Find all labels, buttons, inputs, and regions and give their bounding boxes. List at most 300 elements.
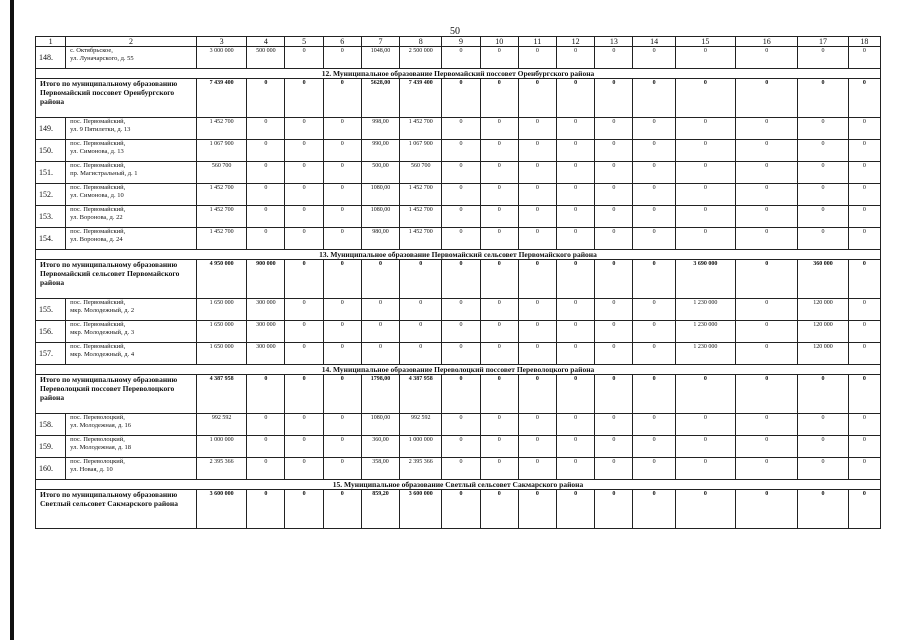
value-cell: 0 [798, 206, 848, 228]
subtotal-row [36, 375, 881, 414]
value-cell: 992 592 [400, 414, 442, 436]
table-row [36, 458, 881, 480]
value-cell: 1 452 700 [196, 118, 246, 140]
value-cell: 0 [400, 343, 442, 365]
subtotal-value-cell: 0 [285, 375, 323, 414]
table-row [36, 47, 881, 69]
header-cell: 4 [247, 37, 285, 47]
value-cell: 0 [285, 206, 323, 228]
value-cell: 1 452 700 [400, 228, 442, 250]
value-cell: 1 000 000 [400, 436, 442, 458]
subtotal-value-cell: 0 [798, 490, 848, 529]
value-cell: 0 [442, 299, 480, 321]
value-cell: 0 [323, 118, 361, 140]
value-cell: 0 [285, 343, 323, 365]
value-cell: 3 000 000 [196, 47, 246, 69]
value-cell: 0 [595, 458, 633, 480]
row-number: 148. [36, 47, 66, 69]
value-cell: 0 [323, 299, 361, 321]
subtotal-value-cell: 0 [557, 79, 595, 118]
value-cell: 1080,00 [361, 184, 399, 206]
subtotal-value-cell: 0 [848, 375, 880, 414]
value-cell: 500,00 [361, 162, 399, 184]
subtotal-value-cell: 0 [480, 79, 518, 118]
value-cell: 0 [595, 436, 633, 458]
header-cell: 10 [480, 37, 518, 47]
value-cell: 0 [595, 140, 633, 162]
value-cell: 1 067 900 [196, 140, 246, 162]
row-number: 157. [36, 343, 66, 365]
subtotal-value-cell: 0 [361, 260, 399, 299]
value-cell: 0 [633, 436, 675, 458]
subtotal-value-cell: 0 [400, 260, 442, 299]
value-cell: 0 [323, 228, 361, 250]
address-line: пос. Первомайский, [70, 206, 126, 213]
row-number: 151. [36, 162, 66, 184]
value-cell: 0 [798, 228, 848, 250]
value-cell: 0 [633, 47, 675, 69]
subtotal-value-cell: 0 [736, 375, 798, 414]
section-heading-row [36, 69, 881, 79]
value-cell: 0 [518, 206, 556, 228]
value-cell: 0 [595, 299, 633, 321]
value-cell: 1 000 000 [196, 436, 246, 458]
value-cell: 0 [736, 206, 798, 228]
subtotal-value-cell: 0 [285, 260, 323, 299]
value-cell: 0 [285, 228, 323, 250]
address-line: ул. Симонова, д. 10 [70, 192, 124, 199]
value-cell: 0 [518, 118, 556, 140]
value-cell: 0 [736, 299, 798, 321]
address-cell [66, 321, 197, 343]
row-number: 154. [36, 228, 66, 250]
subtotal-value-cell: 0 [442, 260, 480, 299]
subtotal-value-cell: 0 [736, 79, 798, 118]
value-cell: 1 452 700 [400, 184, 442, 206]
value-cell: 0 [247, 458, 285, 480]
table-row [36, 140, 881, 162]
address-cell [66, 228, 197, 250]
subtotal-value-cell: 3 600 000 [196, 490, 246, 529]
value-cell: 0 [848, 436, 880, 458]
subtotal-label: Итого по муниципальному образованию Светлый сельсовет Сакмарского района [36, 490, 197, 529]
value-cell: 0 [285, 321, 323, 343]
value-cell: 998,00 [361, 118, 399, 140]
value-cell: 0 [323, 162, 361, 184]
value-cell: 0 [736, 228, 798, 250]
subtotal-value-cell: 5628,00 [361, 79, 399, 118]
value-cell: 0 [323, 47, 361, 69]
value-cell: 1 452 700 [400, 206, 442, 228]
value-cell: 1 067 900 [400, 140, 442, 162]
row-number: 152. [36, 184, 66, 206]
subtotal-label: Итого по муниципальному образованию Первомайский сельсовет Первомайского района [36, 260, 197, 299]
subtotal-row [36, 490, 881, 529]
address-line: ул. Луначарского, д. 55 [70, 55, 134, 62]
value-cell: 0 [285, 299, 323, 321]
row-number: 159. [36, 436, 66, 458]
value-cell: 0 [736, 162, 798, 184]
subtotal-value-cell: 0 [633, 490, 675, 529]
value-cell: 0 [442, 162, 480, 184]
header-cell: 13 [595, 37, 633, 47]
address-line: пос. Первомайский, [70, 228, 126, 235]
value-cell: 0 [247, 436, 285, 458]
address-cell [66, 162, 197, 184]
row-number: 155. [36, 299, 66, 321]
value-cell: 0 [442, 206, 480, 228]
value-cell: 0 [675, 140, 735, 162]
value-cell: 120 000 [798, 321, 848, 343]
subtotal-value-cell: 3 690 000 [675, 260, 735, 299]
value-cell: 0 [633, 118, 675, 140]
value-cell: 0 [633, 458, 675, 480]
address-line: ул. Симонова, д. 13 [70, 148, 124, 155]
address-line: пос. Переволоцкий, [70, 436, 125, 443]
subtotal-value-cell: 0 [247, 375, 285, 414]
value-cell: 0 [285, 162, 323, 184]
subtotal-value-cell: 0 [848, 490, 880, 529]
value-cell: 0 [285, 47, 323, 69]
value-cell: 1 452 700 [196, 206, 246, 228]
value-cell: 0 [247, 162, 285, 184]
value-cell: 560 700 [400, 162, 442, 184]
subtotal-label: Итого по муниципальному образованию Первомайский поссовет Оренбургского района [36, 79, 197, 118]
value-cell: 0 [480, 299, 518, 321]
header-cell: 9 [442, 37, 480, 47]
row-number: 160. [36, 458, 66, 480]
subtotal-value-cell: 0 [480, 490, 518, 529]
table-row [36, 206, 881, 228]
value-cell: 360,00 [361, 436, 399, 458]
value-cell: 0 [442, 458, 480, 480]
value-cell: 120 000 [798, 299, 848, 321]
value-cell: 0 [848, 414, 880, 436]
value-cell: 0 [848, 321, 880, 343]
subtotal-value-cell: 0 [323, 79, 361, 118]
left-margin-bar [10, 0, 14, 640]
subtotal-value-cell: 0 [557, 260, 595, 299]
subtotal-value-cell: 1798,00 [361, 375, 399, 414]
value-cell: 0 [848, 140, 880, 162]
value-cell: 0 [633, 228, 675, 250]
value-cell: 0 [798, 140, 848, 162]
table-row [36, 299, 881, 321]
header-cell: 14 [633, 37, 675, 47]
value-cell: 0 [247, 184, 285, 206]
subtotal-value-cell: 0 [518, 260, 556, 299]
value-cell: 0 [595, 321, 633, 343]
subtotal-value-cell: 0 [323, 490, 361, 529]
value-cell: 0 [736, 140, 798, 162]
subtotal-value-cell: 0 [633, 260, 675, 299]
value-cell: 0 [633, 140, 675, 162]
value-cell: 0 [675, 458, 735, 480]
column-number-header [36, 37, 881, 47]
address-line: мкр. Молодежный, д. 2 [70, 307, 135, 314]
value-cell: 0 [442, 321, 480, 343]
value-cell: 0 [518, 414, 556, 436]
value-cell: 0 [633, 414, 675, 436]
address-line: ул. Молодежная, д. 18 [70, 444, 132, 451]
value-cell: 0 [247, 118, 285, 140]
address-line: ул. Воронова, д. 24 [70, 236, 123, 243]
subtotal-value-cell: 0 [736, 260, 798, 299]
value-cell: 0 [323, 436, 361, 458]
address-cell [66, 47, 197, 69]
budget-table [35, 36, 881, 529]
value-cell: 1080,00 [361, 414, 399, 436]
subtotal-value-cell: 0 [675, 490, 735, 529]
row-number: 158. [36, 414, 66, 436]
value-cell: 0 [675, 228, 735, 250]
section-heading-row [36, 250, 881, 260]
header-cell: 11 [518, 37, 556, 47]
subtotal-value-cell: 0 [675, 79, 735, 118]
address-cell [66, 206, 197, 228]
value-cell: 0 [361, 299, 399, 321]
value-cell: 0 [557, 436, 595, 458]
value-cell: 0 [557, 118, 595, 140]
subtotal-value-cell: 4 950 000 [196, 260, 246, 299]
header-cell: 7 [361, 37, 399, 47]
header-cell: 18 [848, 37, 880, 47]
value-cell: 0 [675, 414, 735, 436]
value-cell: 980,00 [361, 228, 399, 250]
value-cell: 0 [361, 343, 399, 365]
value-cell: 0 [557, 184, 595, 206]
table-row [36, 184, 881, 206]
value-cell: 0 [400, 299, 442, 321]
subtotal-label: Итого по муниципальному образованию Переволоцкий поссовет Переволоцкого района [36, 375, 197, 414]
value-cell: 0 [557, 343, 595, 365]
value-cell: 1048,00 [361, 47, 399, 69]
value-cell: 0 [518, 458, 556, 480]
section-title: 13. Муниципальное образование Первомайский сельсовет Первомайского района [36, 250, 881, 260]
value-cell: 300 000 [247, 343, 285, 365]
address-cell [66, 343, 197, 365]
value-cell: 0 [736, 458, 798, 480]
header-cell: 12 [557, 37, 595, 47]
value-cell: 0 [480, 140, 518, 162]
header-cell: 16 [736, 37, 798, 47]
value-cell: 0 [633, 206, 675, 228]
value-cell: 0 [480, 162, 518, 184]
row-number: 149. [36, 118, 66, 140]
header-cell: 8 [400, 37, 442, 47]
value-cell: 1 452 700 [196, 228, 246, 250]
value-cell: 0 [323, 343, 361, 365]
value-cell: 0 [675, 206, 735, 228]
subtotal-value-cell: 0 [518, 490, 556, 529]
table-row [36, 228, 881, 250]
value-cell: 0 [848, 299, 880, 321]
address-line: пр. Магистральный, д. 1 [70, 170, 138, 177]
value-cell: 0 [285, 140, 323, 162]
value-cell: 0 [518, 321, 556, 343]
value-cell: 0 [518, 343, 556, 365]
value-cell: 0 [675, 47, 735, 69]
subtotal-row [36, 79, 881, 118]
address-line: ул. Новая, д. 10 [70, 466, 113, 473]
value-cell: 0 [518, 184, 556, 206]
header-cell: 15 [675, 37, 735, 47]
value-cell: 0 [633, 184, 675, 206]
value-cell: 0 [247, 228, 285, 250]
value-cell: 0 [247, 414, 285, 436]
value-cell: 0 [736, 436, 798, 458]
address-cell [66, 118, 197, 140]
value-cell: 0 [595, 184, 633, 206]
value-cell: 0 [480, 414, 518, 436]
subtotal-value-cell: 0 [480, 375, 518, 414]
value-cell: 0 [518, 436, 556, 458]
subtotal-value-cell: 0 [595, 375, 633, 414]
subtotal-value-cell: 0 [595, 490, 633, 529]
address-line: пос. Переволоцкий, [70, 458, 125, 465]
value-cell: 0 [480, 228, 518, 250]
subtotal-value-cell: 0 [480, 260, 518, 299]
value-cell: 0 [557, 47, 595, 69]
value-cell: 0 [480, 343, 518, 365]
value-cell: 1 230 000 [675, 299, 735, 321]
subtotal-value-cell: 0 [247, 79, 285, 118]
subtotal-value-cell: 0 [557, 490, 595, 529]
value-cell: 358,00 [361, 458, 399, 480]
subtotal-value-cell: 0 [323, 260, 361, 299]
value-cell: 0 [633, 299, 675, 321]
subtotal-value-cell: 0 [518, 375, 556, 414]
value-cell: 0 [848, 47, 880, 69]
value-cell: 2 395 366 [196, 458, 246, 480]
value-cell: 1 650 000 [196, 321, 246, 343]
value-cell: 0 [323, 414, 361, 436]
address-line: пос. Первомайский, [70, 118, 126, 125]
value-cell: 0 [557, 162, 595, 184]
value-cell: 0 [675, 184, 735, 206]
value-cell: 0 [736, 47, 798, 69]
value-cell: 0 [285, 436, 323, 458]
subtotal-value-cell: 0 [736, 490, 798, 529]
row-number: 153. [36, 206, 66, 228]
value-cell: 990,00 [361, 140, 399, 162]
value-cell: 0 [798, 184, 848, 206]
section-title: 14. Муниципальное образование Переволоцкий поссовет Переволоцкого района [36, 365, 881, 375]
subtotal-value-cell: 0 [633, 79, 675, 118]
header-cell: 17 [798, 37, 848, 47]
value-cell: 0 [557, 228, 595, 250]
subtotal-value-cell: 7 439 400 [196, 79, 246, 118]
value-cell: 0 [848, 118, 880, 140]
section-heading-row [36, 365, 881, 375]
value-cell: 0 [480, 184, 518, 206]
address-line: мкр. Молодежный, д. 4 [70, 351, 135, 358]
value-cell: 0 [675, 118, 735, 140]
value-cell: 0 [595, 118, 633, 140]
subtotal-value-cell: 0 [798, 79, 848, 118]
value-cell: 0 [285, 414, 323, 436]
value-cell: 0 [557, 299, 595, 321]
value-cell: 0 [442, 140, 480, 162]
subtotal-value-cell: 0 [557, 375, 595, 414]
value-cell: 0 [595, 206, 633, 228]
address-cell [66, 436, 197, 458]
subtotal-value-cell: 4 387 958 [400, 375, 442, 414]
value-cell: 1080,00 [361, 206, 399, 228]
subtotal-value-cell: 0 [442, 490, 480, 529]
row-number: 150. [36, 140, 66, 162]
value-cell: 1 650 000 [196, 343, 246, 365]
address-line: ул. 9 Пятилетки, д. 13 [70, 126, 131, 133]
address-line: пос. Первомайский, [70, 184, 126, 191]
value-cell: 2 395 366 [400, 458, 442, 480]
address-line: пос. Первомайский, [70, 162, 126, 169]
table-row [36, 118, 881, 140]
subtotal-value-cell: 0 [798, 375, 848, 414]
subtotal-value-cell: 0 [285, 490, 323, 529]
value-cell: 1 230 000 [675, 321, 735, 343]
value-cell: 0 [633, 321, 675, 343]
value-cell: 0 [736, 118, 798, 140]
value-cell: 0 [675, 436, 735, 458]
address-line: пос. Первомайский, [70, 299, 126, 306]
header-cell: 3 [196, 37, 246, 47]
value-cell: 0 [798, 118, 848, 140]
value-cell: 0 [285, 118, 323, 140]
value-cell: 0 [480, 321, 518, 343]
value-cell: 0 [736, 414, 798, 436]
table-row [36, 436, 881, 458]
table-row [36, 414, 881, 436]
subtotal-value-cell: 0 [675, 375, 735, 414]
value-cell: 0 [848, 343, 880, 365]
value-cell: 0 [442, 47, 480, 69]
value-cell: 2 500 000 [400, 47, 442, 69]
value-cell: 0 [442, 118, 480, 140]
value-cell: 560 700 [196, 162, 246, 184]
value-cell: 0 [557, 140, 595, 162]
value-cell: 0 [798, 414, 848, 436]
value-cell: 300 000 [247, 321, 285, 343]
value-cell: 0 [247, 206, 285, 228]
value-cell: 0 [595, 228, 633, 250]
value-cell: 0 [518, 228, 556, 250]
address-line: ул. Воронова, д. 22 [70, 214, 123, 221]
value-cell: 0 [285, 184, 323, 206]
value-cell: 0 [848, 228, 880, 250]
section-heading-row [36, 480, 881, 490]
value-cell: 0 [442, 436, 480, 458]
table-body [36, 37, 881, 529]
subtotal-value-cell: 0 [323, 375, 361, 414]
value-cell: 0 [736, 184, 798, 206]
subtotal-value-cell: 0 [285, 79, 323, 118]
value-cell: 0 [442, 414, 480, 436]
subtotal-value-cell: 0 [442, 375, 480, 414]
value-cell: 0 [595, 414, 633, 436]
subtotal-value-cell: 3 600 000 [400, 490, 442, 529]
value-cell: 0 [400, 321, 442, 343]
value-cell: 0 [518, 140, 556, 162]
value-cell: 0 [595, 162, 633, 184]
value-cell: 0 [798, 162, 848, 184]
value-cell: 0 [480, 47, 518, 69]
value-cell: 0 [633, 162, 675, 184]
subtotal-value-cell: 4 387 958 [196, 375, 246, 414]
address-line: мкр. Молодежный, д. 3 [70, 329, 135, 336]
value-cell: 0 [557, 414, 595, 436]
value-cell: 992 592 [196, 414, 246, 436]
